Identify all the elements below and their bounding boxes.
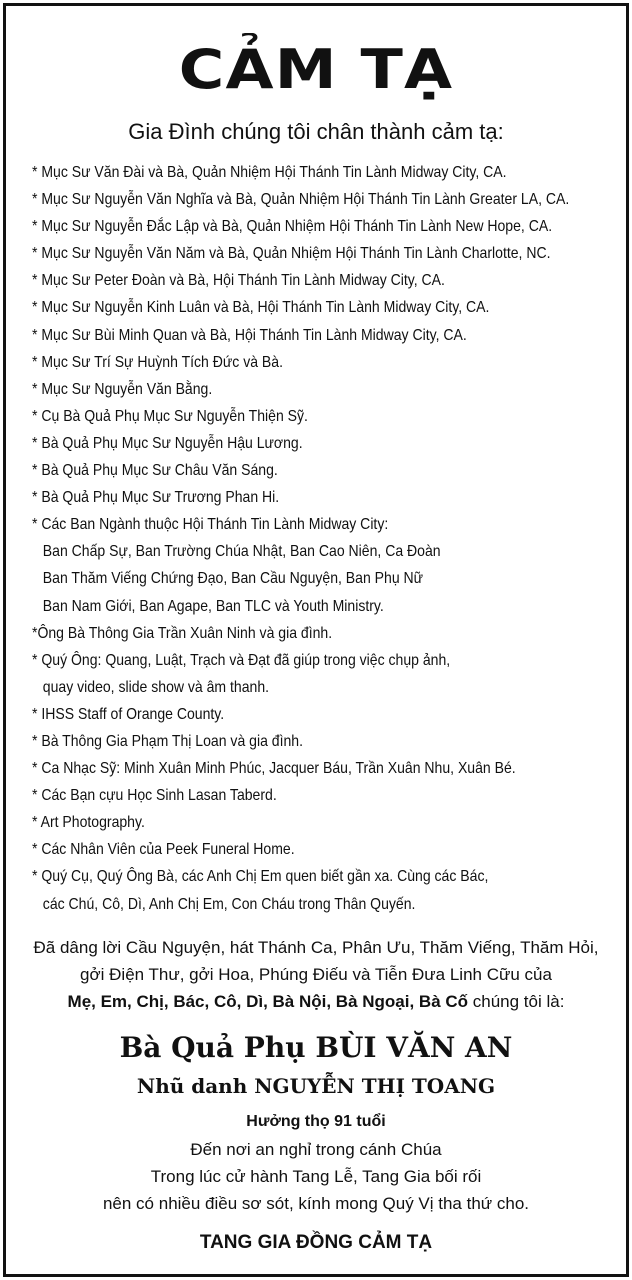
list-item: * Bà Thông Gia Phạm Thị Loan và gia đình. xyxy=(32,732,303,750)
age-line: Hưởng thọ 91 tuổi xyxy=(246,1113,386,1130)
list-item-continuation: các Chú, Cô, Dì, Anh Chị Em, Con Cháu trong Thân Quyến. xyxy=(42,895,416,913)
list-item: * IHSS Staff of Orange County. xyxy=(32,705,225,723)
list-item: *Ông Bà Thông Gia Trần Xuân Ninh và gia đình. xyxy=(32,624,333,642)
list-item: * Mục Sư Nguyễn Văn Bằng. xyxy=(32,380,213,398)
deceased-name: Bà Quả Phụ BÙI VĂN AN xyxy=(119,1031,513,1064)
list-item: * Bà Quả Phụ Mục Sư Trương Phan Hi. xyxy=(32,489,280,507)
list-item-continuation: Ban Thăm Viếng Chứng Đạo, Ban Cầu Nguyện, Ban Phụ Nữ xyxy=(42,570,424,588)
list-item: * Mục Sư Trí Sự Huỳnh Tích Đức và Bà. xyxy=(32,353,284,371)
list-item: * Các Ban Ngành thuộc Hội Thánh Tin Lành Midway City: xyxy=(32,516,389,534)
notice-title: CẢM TẠ xyxy=(178,38,454,101)
list-item: * Quý Cụ, Quý Ông Bà, các Anh Chị Em quen biết gần xa. Cùng các Bác, xyxy=(32,868,489,886)
list-item: * Mục Sư Nguyễn Văn Nghĩa và Bà, Quản Nhiệm Hội Thánh Tin Lành Greater LA, CA. xyxy=(32,191,570,209)
acknowledgement-paragraph xyxy=(0,934,632,1015)
list-item: * Bà Quả Phụ Mục Sư Nguyễn Hậu Lương. xyxy=(32,434,303,452)
list-item: * Ca Nhạc Sỹ: Minh Xuân Minh Phúc, Jacquer Báu, Trần Xuân Nhu, Xuân Bé. xyxy=(32,760,516,778)
list-item: * Mục Sư Peter Đoàn và Bà, Hội Thánh Tin Lành Midway City, CA. xyxy=(32,272,445,290)
list-item: * Mục Sư Bùi Minh Quan và Bà, Hội Thánh Tin Lành Midway City, CA. xyxy=(32,326,467,344)
closing-line: Đến nơi an nghỉ trong cánh Chúa xyxy=(190,1140,442,1159)
list-item: * Mục Sư Văn Đài và Bà, Quản Nhiệm Hội Thánh Tin Lành Midway City, CA. xyxy=(32,164,507,181)
closing-line: nên có nhiều điều sơ sót, kính mong Quý Vị tha thứ cho. xyxy=(102,1194,530,1213)
list-item-continuation: Ban Chấp Sự, Ban Trường Chúa Nhật, Ban Cao Niên, Ca Đoàn xyxy=(42,543,441,561)
list-item: * Mục Sư Nguyễn Đắc Lập và Bà, Quản Nhiệm Hội Thánh Tin Lành New Hope, CA. xyxy=(32,218,553,236)
thanks-list xyxy=(32,159,612,918)
closing-line: Trong lúc cử hành Tang Lễ, Tang Gia bối rối xyxy=(150,1167,482,1186)
relations-list: Mẹ, Em, Chị, Bác, Cô, Dì, Bà Nội, Bà Ngoại, Bà Cố xyxy=(67,992,469,1011)
notice-subtitle: Gia Đình chúng tôi chân thành cảm tạ: xyxy=(128,119,504,144)
list-item: * Art Photography. xyxy=(32,814,145,832)
list-item: * Quý Ông: Quang, Luật, Trạch và Đạt đã giúp trong việc chụp ảnh, xyxy=(32,651,451,669)
list-item: * Mục Sư Nguyễn Văn Năm và Bà, Quản Nhiệm Hội Thánh Tin Lành Charlotte, NC. xyxy=(32,245,551,263)
list-item: * Cụ Bà Quả Phụ Mục Sư Nguyễn Thiện Sỹ. xyxy=(32,407,308,425)
paragraph-line: Đã dâng lời Cầu Nguyện, hát Thánh Ca, Phân Ưu, Thăm Viếng, Thăm Hỏi, xyxy=(33,938,599,957)
paragraph-line: gởi Điện Thư, gởi Hoa, Phúng Điếu và Tiễn Đưa Linh Cữu của xyxy=(80,965,552,984)
list-item: * Bà Quả Phụ Mục Sư Châu Văn Sáng. xyxy=(32,462,278,480)
list-item-continuation: Ban Nam Giới, Ban Agape, Ban TLC và Youth Ministry. xyxy=(42,597,384,615)
closing-text xyxy=(0,1136,632,1217)
signoff: TANG GIA ĐỒNG CẢM TẠ xyxy=(199,1232,433,1253)
list-item: * Mục Sư Nguyễn Kinh Luân và Bà, Hội Thánh Tin Lành Midway City, CA. xyxy=(32,299,490,317)
list-item-continuation: quay video, slide show và âm thanh. xyxy=(42,678,270,696)
list-item: * Các Nhân Viên của Peek Funeral Home. xyxy=(32,841,295,859)
list-item: * Các Bạn cựu Học Sinh Lasan Taberd. xyxy=(32,787,277,805)
paragraph-line-end: chúng tôi là: xyxy=(468,992,565,1011)
paragraph-line xyxy=(0,988,632,1015)
maiden-name: Nhũ danh NGUYỄN THỊ TOANG xyxy=(136,1074,496,1098)
